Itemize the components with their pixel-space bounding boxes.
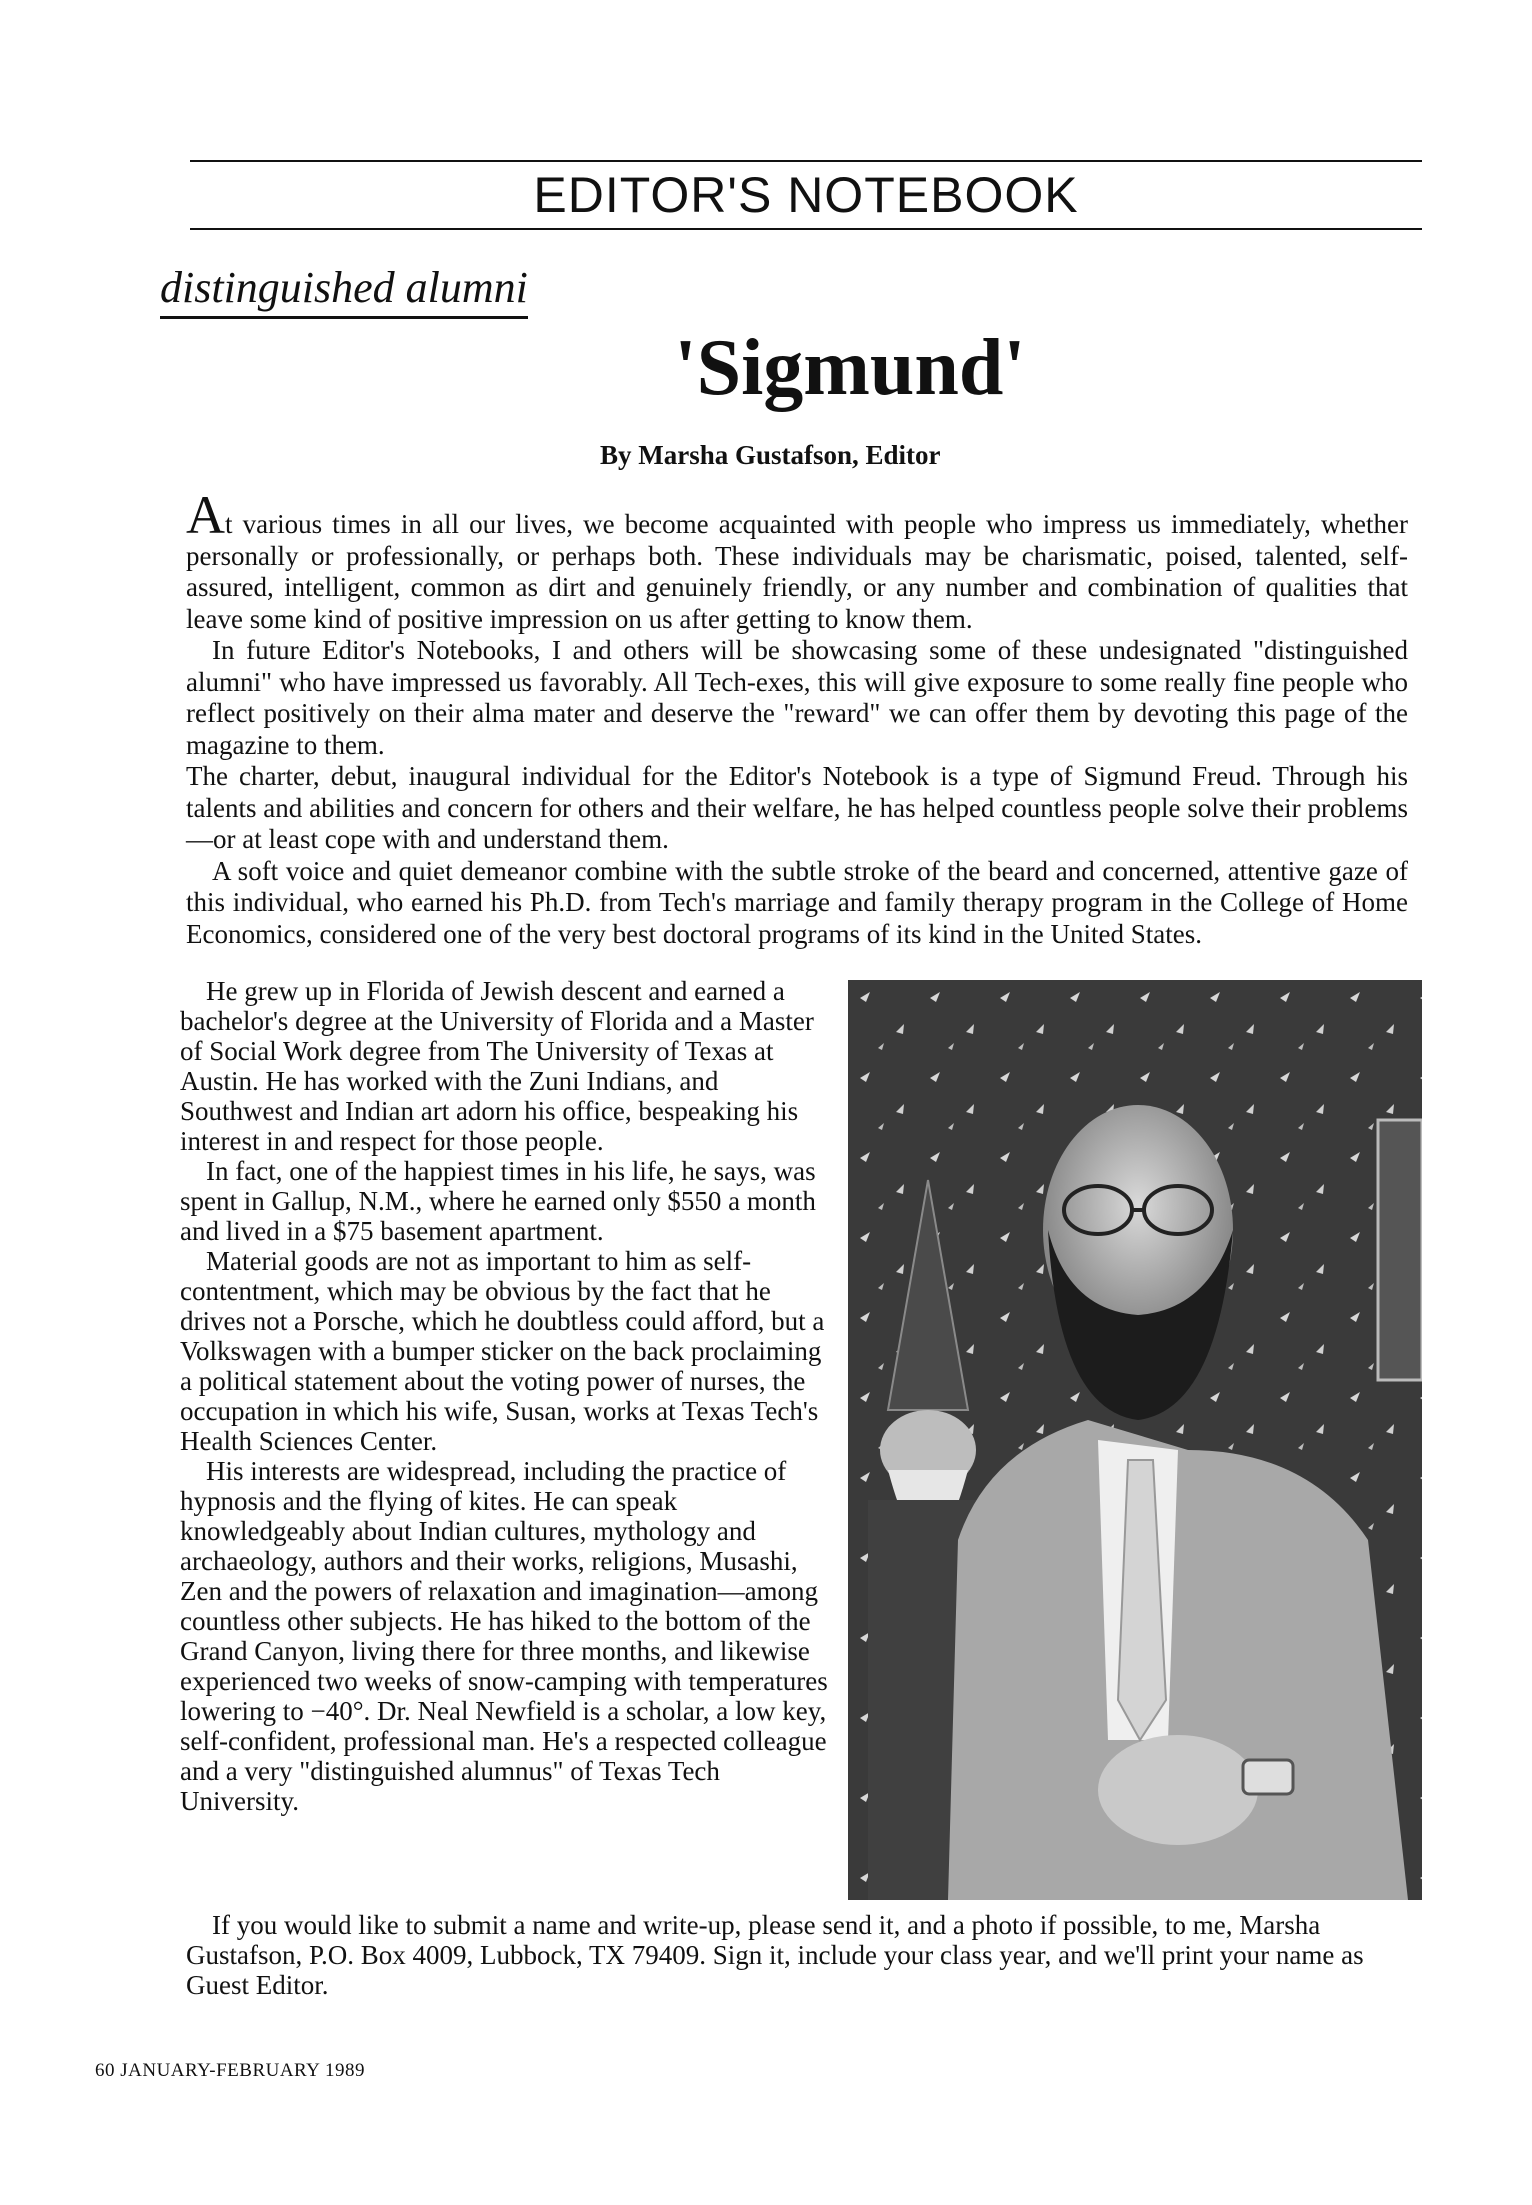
paragraph-1 [186,485,1408,635]
paragraph-5: He grew up in Florida of Jewish descent and earned a bachelor's degree at the University of Florida and a Master of Social Work degree from The University of Texas at Austin. He has worked with the Zuni Indians, and Southwest and Indian art adorn his office, bespeaking his interest in and respect for those people. [180,976,814,1156]
header-rule-bottom [190,228,1422,230]
paragraph-2: In future Editor's Notebooks, I and others will be showcasing some of these undesignated "distinguished alumni" who have impressed us favorably. All Tech-exes, this will give exposure to some really fine people who reflect positively on their alma mater and deserve the "reward" we can offer them by devoting this page of the magazine to them. [186,635,1408,760]
portrait-illustration [848,980,1422,1900]
paragraph-6: In fact, one of the happiest times in his life, he says, was spent in Gallup, N.M., where he earned only $550 a month and lived in a $75 basement apartment. [180,1156,816,1246]
article-intro [186,485,1408,950]
paragraph-3: The charter, debut, inaugural individual for the Editor's Notebook is a type of Sigmund Freud. Through his talents and abilities and concern for others and their welfare, he has helped countless people solve their problems—or at least cope with and understand them. [186,761,1408,854]
paragraph-1-text: t various times in all our lives, we become acquainted with people who impress us immediately, whether personally or professionally, or perhaps both. These individuals may be charismatic, poised, talented, self-assured, intelligent, common as dirt and genuinely friendly, or any number and combination of qualities that leave some kind of positive impression on us after getting to know them. [186,509,1408,634]
kicker-label: distinguished alumni [160,262,528,319]
paragraph-4: A soft voice and quiet demeanor combine with the subtle stroke of the beard and concerned, attentive gaze of this individual, who earned his Ph.D. from Tech's marriage and family therapy program in the College of Home Economics, considered one of the very best doctoral programs of its kind in the United States. [186,855,1408,949]
portrait-photo [848,980,1422,1900]
closing-paragraph: If you would like to submit a name and write-up, please send it, and a photo if possible, to me, Marsha Gustafson, P.O. Box 4009, Lubbock, TX 79409. Sign it, include your class year, and we'll print your name as Guest Editor. [186,1910,1364,2000]
byline: By Marsha Gustafson, Editor [600,440,941,470]
section-title: EDITOR'S NOTEBOOK [533,167,1079,223]
closing-note [186,1910,1408,2000]
page-folio: 60 JANUARY-FEBRUARY 1989 [95,2060,365,2081]
paragraph-7: Material goods are not as important to him as self-contentment, which may be obvious by the fact that he drives not a Porsche, which he doubtless could afford, but a Volkswagen with a bumper sticker on the back proclaiming a political statement about the voting power of nurses, the occupation in which his wife, Susan, works at Texas Tech's Health Sciences Center. [180,1246,825,1456]
article-headline: 'Sigmund' [674,324,1026,412]
drop-cap: A [186,485,225,545]
article-column [180,976,828,1816]
paragraph-8: His interests are widespread, including the practice of hypnosis and the flying of kites. He can speak knowledgeably about Indian cultures, mythology and archaeology, authors and their works, religions, Musashi, Zen and the powers of relaxation and imagination—among countless other subjects. He has hiked to the bottom of the Grand Canyon, living there for three months, and likewise experienced two weeks of snow-camping with temperatures lowering to −40°. Dr. Neal Newfield is a scholar, a low key, self-confident, professional man. He's a respected colleague and a very "distinguished alumnus" of Texas Tech University. [180,1456,828,1816]
